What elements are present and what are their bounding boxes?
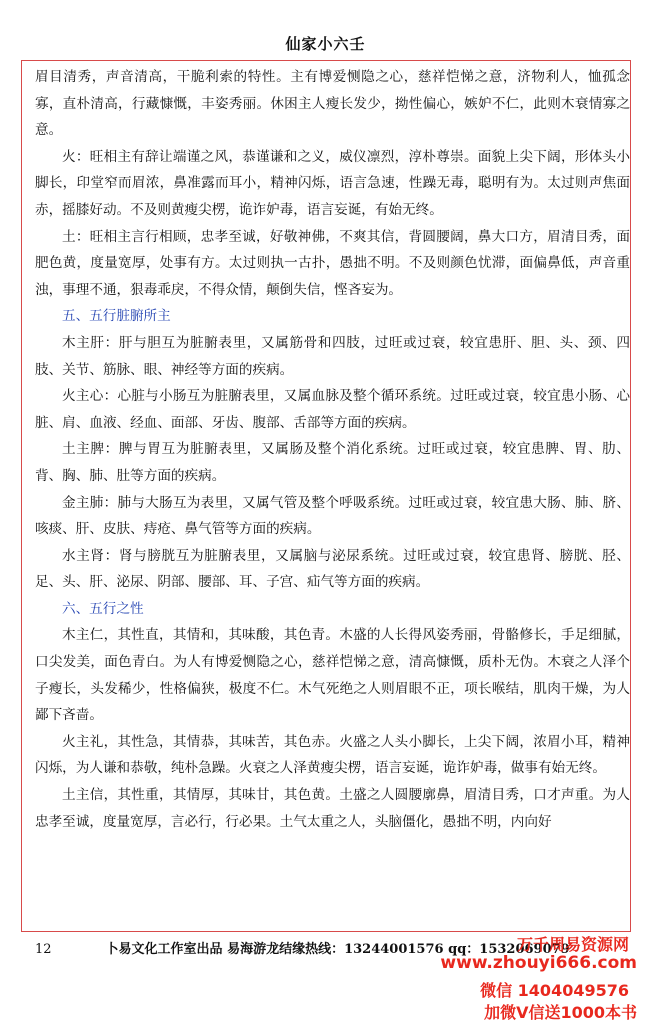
document-body xyxy=(35,64,630,835)
watermark-site-name: 万千周易资源网 xyxy=(516,935,629,954)
watermark-wechat: 微信 1404049576 xyxy=(480,981,629,1000)
publisher-line: 卜易文化工作室出品 易海游龙结缘热线：13244001576 qq：1532069079 xyxy=(105,942,570,957)
paragraph: 金主肺：肺与大肠互为表里，又属气管及整个呼吸系统。过旺或过衰，较宜患大肠、肺、脐、咳痰、肝、皮肤、痔疮、鼻气管等方面的疾病。 xyxy=(35,494,630,538)
page-number: 12 xyxy=(35,942,52,957)
paragraph: 火主礼，其性急，其情恭，其味苦，其色赤。火盛之人头小脚长，上尖下阔，浓眉小耳，精神闪烁，为人谦和恭敬，纯朴急躁。火衰之人泽黄瘦尖楞，语言妄诞，诡诈妒毒，做事有始无终。 xyxy=(35,733,630,777)
paragraph: 土主脾：脾与胃互为脏腑表里，又属肠及整个消化系统。过旺或过衰，较宜患脾、胃、肋、背、胸、肺、肚等方面的疾病。 xyxy=(35,441,630,484)
paragraph: 土主信，其性重，其情厚，其味甘，其色黄。土盛之人圆腰廓鼻，眉清目秀，口才声重。为人忠孝至诚，度量宽厚，言必行，行必果。土气太重之人，头脑僵化，愚拙不明，内向好 xyxy=(35,787,630,830)
section-heading: 六、五行之性 xyxy=(62,600,144,617)
paragraph: 木主肝：肝与胆互为脏腑表里，又属筋骨和四肢，过旺或过衰，较宜患肝、胆、头、颈、四肢、关节、筋脉、眼、神经等方面的疾病。 xyxy=(35,334,630,378)
watermark-promo: 加微V信送1000本书 xyxy=(484,1003,637,1022)
paragraph: 水主肾：肾与膀胱互为脏腑表里，又属脑与泌尿系统。过旺或过衰，较宜患肾、膀胱、胫、足、头、肝、泌尿、阴部、腰部、耳、子宫、疝气等方面的疾病。 xyxy=(35,547,630,591)
paragraph: 火主心：心脏与小肠互为脏腑表里，又属血脉及整个循环系统。过旺或过衰，较宜患小肠、心脏、肩、血液、经血、面部、牙齿、腹部、舌部等方面的疾病。 xyxy=(35,388,630,431)
paragraph: 火：旺相主有辞让端谨之风，恭谨谦和之义，威仪凛烈，淳朴尊崇。面貌上尖下阔，形体头小脚长，印堂窄而眉浓，鼻准露而耳小，精神闪烁，语言急速，性躁无毒，聪明有为。太过则声焦面赤，摇膝好动。不及则黄瘦尖楞，诡诈妒毒，语言妄诞，有始无终。 xyxy=(35,148,630,218)
paragraph: 木主仁，其性直，其情和，其味酸，其色青。木盛的人长得风姿秀丽，骨骼修长，手足细腻，口尖发美，面色青白。为人有博爱恻隐之心，慈祥恺悌之意，清高慷慨，质朴无伪。木衰之人泽个子瘦长，头发稀少，性格偏狭，极度不仁。木气死绝之人则眉眼不正，项长喉结，肌肉干燥，为人鄙下吝啬。 xyxy=(35,627,630,724)
paragraph: 土：旺相主言行相顾，忠孝至诚，好敬神佛，不爽其信，背圆腰阔，鼻大口方，眉清目秀，面肥色黄，度量宽厚，处事有方。太过则执一古扑，愚拙不明。不及则颜色忧滞，面偏鼻低，声音重浊，事理不通，狠毒乖戾，不得众情，颠倒失信，悭吝妄为。 xyxy=(35,228,630,298)
paragraph: 眉目清秀，声音清高，干脆利索的特性。主有博爱恻隐之心，慈祥恺悌之意，济物利人，恤孤念寡，直朴清高，行藏慷慨，丰姿秀丽。休困主人瘦长发少，拗性偏心，嫉妒不仁，此则木衰情寡之意。 xyxy=(35,69,630,139)
watermark-url: www.zhouyi666.com xyxy=(440,953,637,973)
page-title: 仙家小六壬 xyxy=(285,35,366,53)
section-heading: 五、五行脏腑所主 xyxy=(62,308,171,325)
